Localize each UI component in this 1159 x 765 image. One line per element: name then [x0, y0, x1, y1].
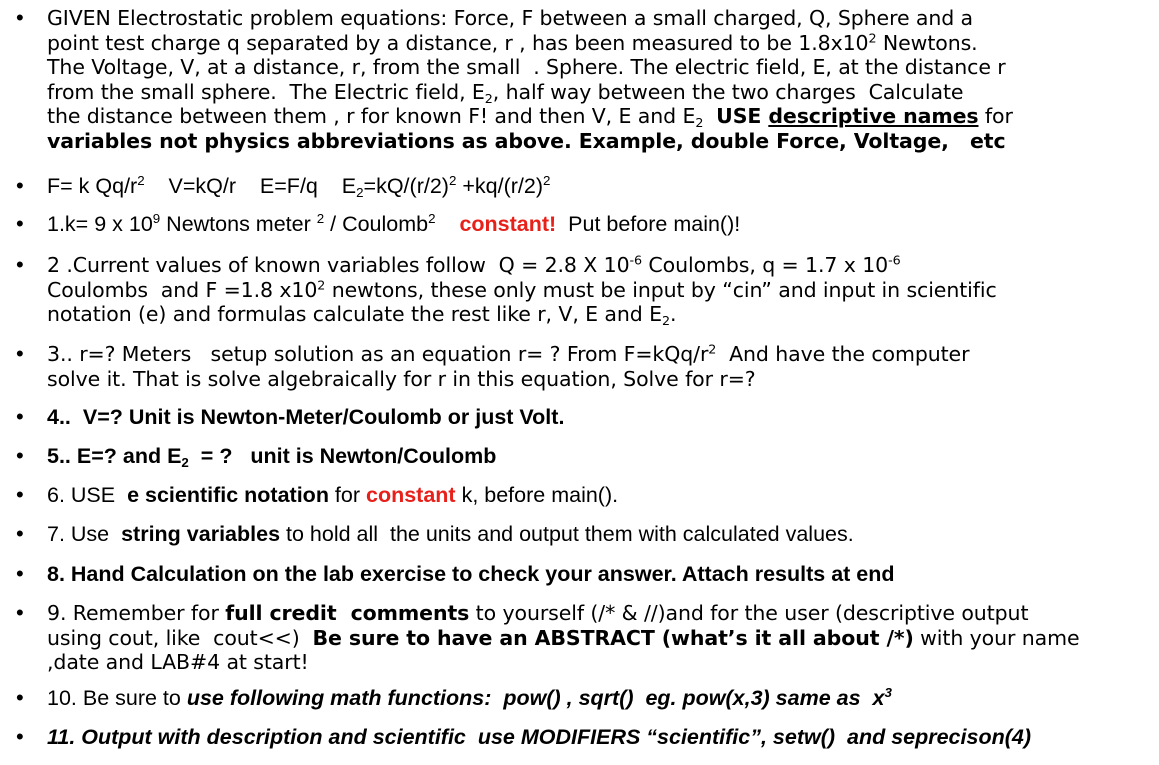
text-line: [47, 342, 1147, 367]
bullet-glyph: •: [16, 600, 24, 625]
text-run: , half way between the two charges Calculate: [492, 79, 964, 104]
subscript: 2: [661, 312, 670, 328]
text-line: [47, 104, 1147, 129]
text-line: [47, 367, 1147, 392]
text-run: point test charge q separated by a distance, r , has been measured to be 1.8x10: [47, 30, 869, 55]
text-line: [47, 253, 1147, 278]
text-line: [47, 31, 1147, 56]
text-run: F= k Qq/r: [47, 174, 138, 198]
text-line: [47, 278, 1147, 303]
bold-text: 8. Hand Calculation on the lab exercise to check your answer. Attach results at end: [47, 562, 895, 586]
item-text: [47, 212, 1147, 236]
superscript: 2: [543, 173, 551, 189]
highlight-text: constant!: [459, 212, 557, 236]
highlight-text: constant: [366, 483, 456, 507]
superscript: 9: [152, 211, 161, 227]
text-run: 1.k= 9 x 10: [47, 212, 153, 236]
bullet-glyph: •: [16, 521, 24, 546]
text-run: V=kQ/r E=F/q E: [144, 174, 357, 198]
superscript: 2: [316, 211, 325, 227]
text-run: And have the computer: [716, 342, 970, 366]
superscript: -6: [888, 252, 901, 268]
text-run: The Voltage, V, at a distance, r, from the small . Sphere. The electric field, E, at the distance r: [47, 55, 1006, 79]
text-line: [47, 6, 1147, 31]
text-run: +kq/(r/2): [456, 174, 543, 198]
text-line: [47, 686, 1147, 710]
text-run: 9. Remember for: [47, 601, 226, 625]
bullet-glyph: •: [16, 482, 24, 507]
bullet-glyph: •: [16, 5, 24, 30]
text-line: [47, 522, 1147, 546]
text-run: for: [328, 483, 366, 507]
text-run: the distance between them , r for known F! and then V, E and E: [47, 104, 696, 128]
item-text: [47, 253, 1147, 327]
bold-text: variables not physics abbreviations as above. Example, double Force, Voltage, etc: [47, 128, 1006, 153]
item-text: [47, 6, 1147, 153]
subscript: 2: [484, 90, 493, 106]
superscript: 3: [884, 685, 892, 701]
text-run: k, before main().: [455, 483, 619, 507]
subscript: 2: [695, 114, 704, 130]
text-line: [47, 80, 1147, 105]
text-line: [47, 725, 1147, 749]
text-run: 10. Be sure to: [47, 686, 187, 710]
text-run: newtons, these only must be input by “cin” and input in scientific: [325, 277, 997, 302]
superscript: 2: [708, 341, 717, 357]
text-run: 3.. r=? Meters setup solution as an equation r= ? From F=kQq/r: [47, 342, 709, 366]
bullet-glyph: •: [16, 211, 24, 236]
superscript: 2: [428, 211, 436, 227]
emphasis-text: use following math functions: pow() , sqrt() eg. pow(x,3) same as x: [186, 686, 885, 710]
text-run: Newtons meter: [160, 212, 317, 236]
bold-text: 5.. E=? and E: [47, 444, 182, 468]
text-run: [436, 212, 460, 236]
text-line: [47, 129, 1147, 154]
text-line: [47, 626, 1147, 651]
text-run: [703, 104, 716, 128]
bold-text: = ? unit is Newton/Coulomb: [188, 444, 497, 468]
item-text: [47, 405, 1147, 429]
item-text: [47, 562, 1147, 586]
text-run: 2 .Current values of known variables follow Q = 2.8 X 10: [47, 253, 630, 277]
text-run: with your name: [913, 625, 1080, 650]
bullet-glyph: •: [16, 443, 24, 468]
text-run: solve it. That is solve algebraically for r in this equation, Solve for r=?: [47, 366, 756, 391]
subscript: 2: [181, 454, 189, 470]
text-run: to yourself (/* & //)and for the user (descriptive output: [469, 601, 1029, 625]
text-line: [47, 444, 1147, 468]
item-text: [47, 483, 1147, 507]
text-run: using cout, like cout<<): [47, 625, 313, 650]
item-text: [47, 342, 1147, 391]
text-run: .: [669, 302, 677, 326]
bullet-glyph: •: [16, 724, 24, 749]
bullet-glyph: •: [16, 685, 24, 710]
superscript: 2: [137, 173, 145, 189]
bullet-glyph: •: [16, 173, 24, 198]
item-text: [47, 686, 1147, 710]
bold-text: e scientific notation: [127, 483, 329, 507]
bold-text: 4.. V=? Unit is Newton-Meter/Coulomb or just Volt.: [47, 405, 565, 429]
text-line: [47, 212, 1147, 236]
item-text: [47, 522, 1147, 546]
item-text: [47, 444, 1147, 468]
item-text: [47, 725, 1147, 749]
bullet-glyph: •: [16, 341, 24, 366]
text-run: ,date and LAB#4 at start!: [47, 650, 309, 674]
text-run: notation (e) and formulas calculate the rest like r, V, E and E: [47, 302, 662, 326]
text-run: to hold all the units and output them with calculated values.: [280, 522, 854, 546]
superscript: -6: [629, 252, 643, 268]
bullet-glyph: •: [16, 561, 24, 586]
bold-text: Be sure to have an ABSTRACT (what’s it all about /*): [312, 625, 914, 650]
text-run: from the small sphere. The Electric field, E: [47, 79, 485, 104]
text-run: / Coulomb: [324, 212, 429, 236]
text-run: Newtons.: [876, 30, 978, 55]
superscript: 2: [868, 29, 877, 45]
superscript: 2: [317, 276, 326, 292]
text-line: [47, 601, 1147, 626]
bold-text: string variables: [121, 522, 281, 546]
subscript: 2: [356, 184, 364, 200]
text-run: =kQ/(r/2): [363, 174, 449, 198]
text-run: 6. USE: [47, 483, 128, 507]
bold-text: full credit comments: [225, 601, 470, 625]
text-run: for: [978, 104, 1013, 128]
item-text: [47, 601, 1147, 675]
text-line: [47, 650, 1147, 675]
bullet-glyph: •: [16, 404, 24, 429]
item-text: [47, 174, 1147, 198]
text-line: [47, 405, 1147, 429]
bullet-glyph: •: [16, 252, 24, 277]
text-line: [47, 483, 1147, 507]
bold-text: USE: [716, 104, 769, 128]
text-run: 7. Use: [47, 522, 122, 546]
superscript: 2: [448, 173, 457, 189]
emphasis-text: 11. Output with description and scientific use MODIFIERS “scientific”, setw() and seprecison(4): [47, 725, 1031, 749]
text-line: [47, 55, 1147, 80]
text-run: GIVEN Electrostatic problem equations: Force, F between a small charged, Q, Sphere and a: [47, 6, 974, 30]
underlined-text: descriptive names: [768, 104, 979, 128]
text-line: [47, 562, 1147, 586]
text-run: Coulombs, q = 1.7 x 10: [642, 253, 889, 277]
text-run: Coulombs and F =1.8 x10: [47, 277, 318, 302]
text-line: [47, 174, 1147, 198]
text-run: Put before main()!: [556, 212, 741, 236]
text-line: [47, 302, 1147, 327]
